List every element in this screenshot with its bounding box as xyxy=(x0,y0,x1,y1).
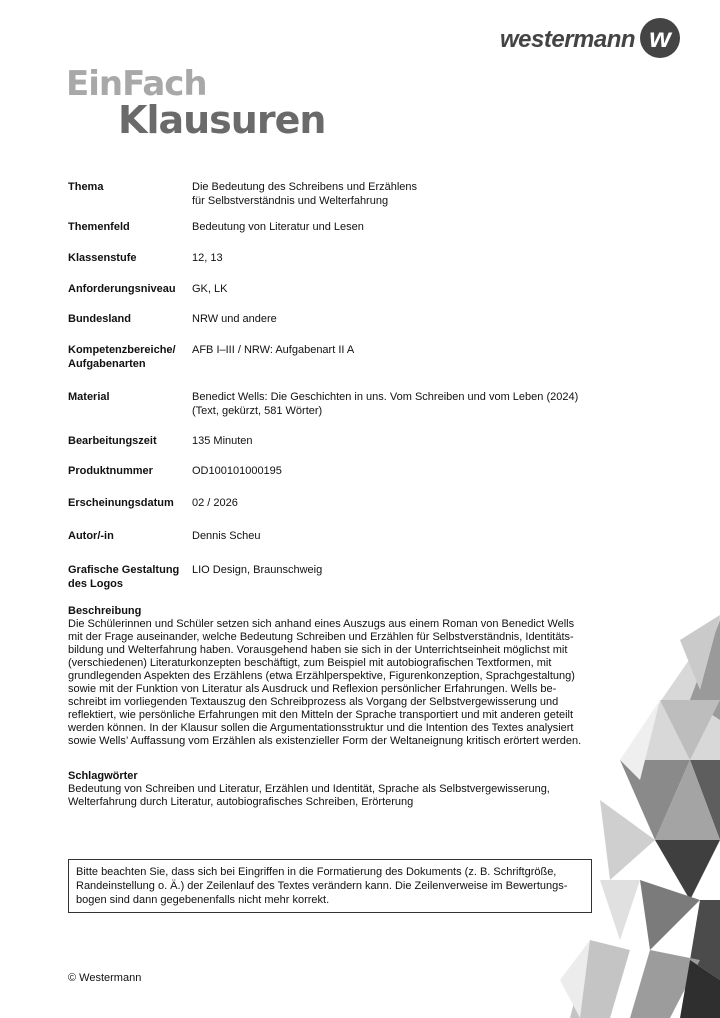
notice-line: bogen sind dann gegebenenfalls nicht mehr korrekt. xyxy=(76,894,330,906)
meta-value: Benedict Wells: Die Geschichten in uns. Vom Schreiben und vom Leben (2024) (Text, gekürzt, 581 Wörter) xyxy=(192,391,579,417)
meta-key: Kompetenzbereiche/ Aufgabenarten xyxy=(68,344,176,370)
description-line: werden können. In der Klausur sollen die Argumentationsstruktur und die Intention des Textes analysiert xyxy=(68,722,574,734)
keywords-line: Bedeutung von Schreiben und Literatur, Erzählen und Identität, Sprache als Selbstvergewisserung, xyxy=(68,783,550,795)
keywords-heading: Schlagwörter xyxy=(68,770,138,782)
keywords-line: Welterfahrung durch Literatur, autobiografisches Schreiben, Erörterung xyxy=(68,796,414,808)
description-line: Die Schülerinnen und Schüler setzen sich anhand eines Auszugs aus einem Roman von Benedict Wells xyxy=(68,618,575,630)
description-line: sowie mit der Funktion von Literatur als Ausdruck und Reflexion persönlicher Erfahrungen. Wells be- xyxy=(68,683,557,695)
notice-line: Randeinstellung o. Ä.) der Zeilenlauf des Textes verändern kann. Die Zeilenverweise im Bewertungs- xyxy=(76,880,568,892)
meta-key: Anforderungsniveau xyxy=(68,283,176,295)
formatting-notice-box xyxy=(68,859,592,913)
description-line: bildung und Welterfahrung haben. Vorausgehend haben sie sich in der Unterrichtseinheit möglichst mit xyxy=(68,644,568,656)
meta-value: LIO Design, Braunschweig xyxy=(192,564,323,576)
description-line: (verschiedenen) Literaturkonzepten beschäftigt, zum Beispiel mit autobiografischen Textformen, mit xyxy=(68,657,552,669)
meta-value: 12, 13 xyxy=(192,252,223,264)
meta-value: Die Bedeutung des Schreibens und Erzählens für Selbstverständnis und Welterfahrung xyxy=(192,181,418,207)
description-heading: Beschreibung xyxy=(68,605,142,617)
meta-key: Bundesland xyxy=(68,313,131,325)
series-title-line1: EinFach xyxy=(66,64,207,104)
notice-line: Bitte beachten Sie, dass sich bei Eingriffen in die Formatierung des Dokuments (z. B. Schriftgröße, xyxy=(76,866,557,878)
series-title-line2: Klausuren xyxy=(118,98,326,142)
meta-value: NRW und andere xyxy=(192,313,277,325)
description-line: mit der Frage auseinander, welche Bedeutung Schreiben und Erzählen für Selbstverständnis, Identitäts- xyxy=(68,631,574,643)
meta-value: 02 / 2026 xyxy=(192,497,238,509)
meta-key: Bearbeitungszeit xyxy=(68,435,157,447)
keywords-section xyxy=(68,770,588,809)
meta-key: Grafische Gestaltung des Logos xyxy=(68,564,180,590)
meta-value: GK, LK xyxy=(192,283,228,295)
meta-key: Themenfeld xyxy=(68,221,130,233)
meta-value: AFB I–III / NRW: Aufgabenart II A xyxy=(192,344,355,356)
description-line: reflektiert, wie persönliche Erfahrungen mit den Mitteln der Sprache transportiert und mit anderen geteilt xyxy=(68,709,574,721)
description-line: grundlegenden Aspekten des Erzählens (etwa Erzählperspektive, Figurenkonzeption, Sprachgestaltung) xyxy=(68,670,575,682)
publisher-logo-icon: w xyxy=(640,18,680,58)
description-line: schreibt im vorliegenden Textauszug den Schreibprozess als Vorgang der Selbstvergewisserung und xyxy=(68,696,559,708)
meta-key: Erscheinungsdatum xyxy=(68,497,174,509)
copyright-notice: © Westermann xyxy=(68,972,142,984)
meta-value: Dennis Scheu xyxy=(192,530,261,542)
meta-key: Klassenstufe xyxy=(68,252,137,264)
meta-value: Bedeutung von Literatur und Lesen xyxy=(192,221,364,233)
meta-value: 135 Minuten xyxy=(192,435,253,447)
meta-key: Thema xyxy=(68,181,104,193)
description-line: sowie Wells’ Auffassung vom Erzählen als existenzieller Form der Weltaneignung kritisch erörtert werden. xyxy=(68,735,582,747)
description-section xyxy=(68,605,588,748)
meta-value: OD100101000195 xyxy=(192,465,282,477)
meta-key: Produktnummer xyxy=(68,465,153,477)
meta-key: Material xyxy=(68,391,110,403)
publisher-wordmark: westermann xyxy=(500,26,636,53)
meta-key: Autor/-in xyxy=(68,530,114,542)
